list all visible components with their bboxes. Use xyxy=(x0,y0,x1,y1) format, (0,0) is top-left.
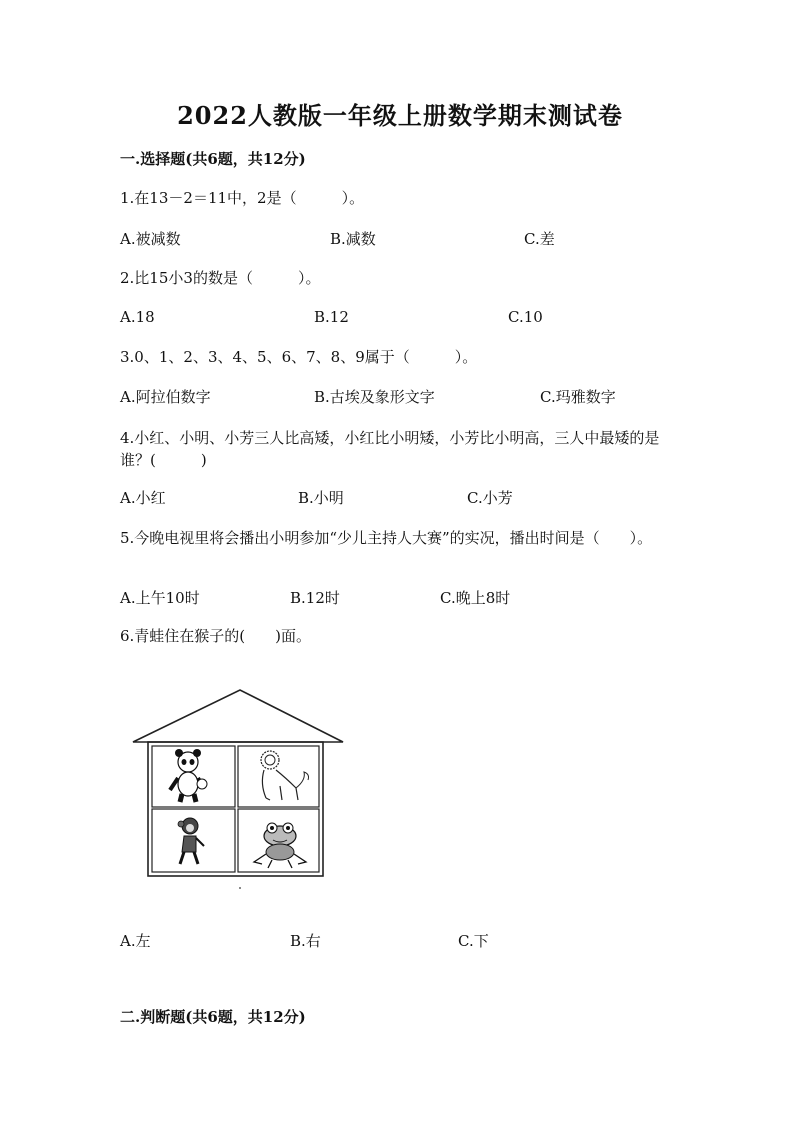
option-a: A.上午10时 xyxy=(120,589,200,607)
question-4: 4.小红、小明、小芳三人比高矮，小红比小明矮，小芳比小明高，三人中最矮的是谁？( ) xyxy=(120,429,660,469)
question-1: 1.在13－2＝11中，2是（ ）。 xyxy=(120,189,365,207)
option-a: A.左 xyxy=(120,932,151,950)
option-b: B.减数 xyxy=(330,230,376,248)
option-b: B.小明 xyxy=(298,489,344,507)
option-b: B.右 xyxy=(290,932,321,950)
option-c: C.下 xyxy=(458,932,489,950)
option-c: C.晚上8时 xyxy=(440,589,511,607)
option-a: A.被减数 xyxy=(120,230,181,248)
option-b: B.12 xyxy=(314,308,349,326)
option-c: C.玛雅数字 xyxy=(540,388,616,406)
option-b: B.古埃及象形文字 xyxy=(314,388,435,406)
option-a: A.18 xyxy=(120,308,155,326)
house-figure xyxy=(130,688,350,893)
monkey-icon xyxy=(178,818,204,864)
roof-icon xyxy=(133,690,343,742)
question-5: 5.今晚电视里将会播出小明参加“少儿主持人大赛”的实况，播出时间是（ ）。 xyxy=(120,529,653,547)
option-a: A.阿拉伯数字 xyxy=(120,388,211,406)
lion-icon xyxy=(261,751,309,800)
option-c: C.差 xyxy=(524,230,555,248)
option-c: C.小芳 xyxy=(467,489,513,507)
panda-icon xyxy=(170,749,207,802)
question-6: 6.青蛙住在猴子的( )面。 xyxy=(120,627,312,645)
question-2: 2.比15小3的数是（ ）。 xyxy=(120,269,321,287)
question-3: 3.0、1、2、3、4、5、6、7、8、9属于（ ）。 xyxy=(120,348,478,366)
option-c: C.10 xyxy=(508,308,543,326)
frog-icon xyxy=(254,823,306,868)
option-b: B.12时 xyxy=(290,589,340,607)
page-title: 2022人教版一年级上册数学期末测试卷 xyxy=(177,101,623,130)
section-title: 二.判断题(共6题，共12分) xyxy=(120,1008,306,1026)
section-title: 一.选择题(共6题，共12分) xyxy=(120,150,306,168)
option-a: A.小红 xyxy=(120,489,166,507)
